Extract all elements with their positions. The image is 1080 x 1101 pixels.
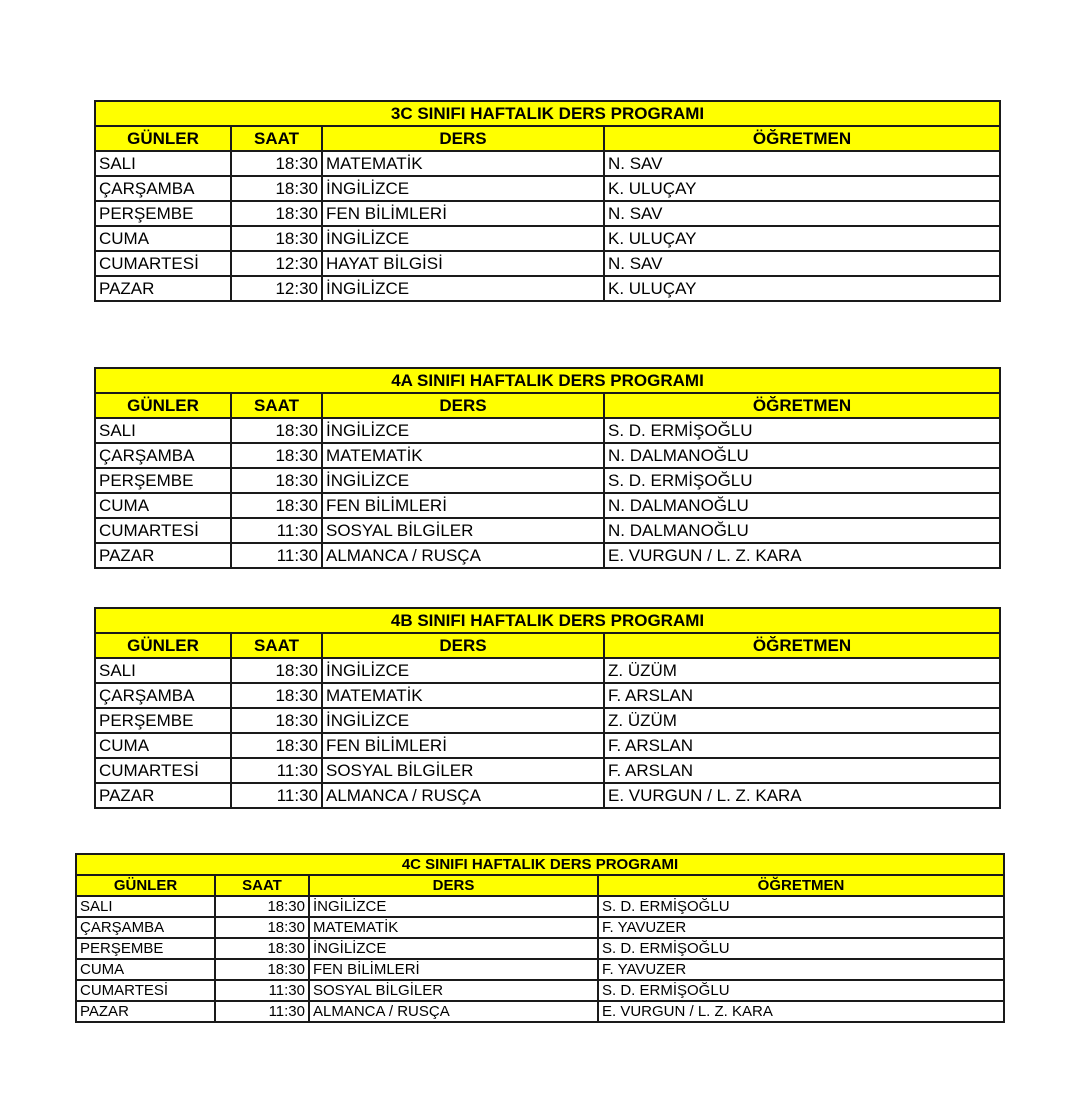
table-row: [95, 201, 1000, 226]
teacher-cell: F. ARSLAN: [604, 733, 1000, 758]
table-title: 4A SINIFI HAFTALIK DERS PROGRAMI: [95, 368, 1000, 393]
table-title: 3C SINIFI HAFTALIK DERS PROGRAMI: [95, 101, 1000, 126]
time-cell: 12:30: [231, 276, 322, 301]
table-title-row: [95, 608, 1000, 633]
day-cell: PERŞEMBE: [95, 708, 231, 733]
schedule-table-4c: [75, 853, 1005, 1023]
time-cell: 12:30: [231, 251, 322, 276]
day-cell: ÇARŞAMBA: [95, 176, 231, 201]
lesson-cell: İNGİLİZCE: [309, 938, 598, 959]
teacher-cell: E. VURGUN / L. Z. KARA: [604, 783, 1000, 808]
header-time: SAAT: [231, 393, 322, 418]
table-row: [76, 917, 1004, 938]
lesson-cell: İNGİLİZCE: [309, 896, 598, 917]
day-cell: CUMARTESİ: [95, 758, 231, 783]
time-cell: 18:30: [231, 733, 322, 758]
time-cell: 18:30: [231, 468, 322, 493]
header-time: SAAT: [215, 875, 309, 896]
day-cell: PAZAR: [95, 783, 231, 808]
table-title-row: [95, 101, 1000, 126]
time-cell: 18:30: [231, 683, 322, 708]
day-cell: CUMA: [76, 959, 215, 980]
lesson-cell: İNGİLİZCE: [322, 176, 604, 201]
teacher-cell: Z. ÜZÜM: [604, 708, 1000, 733]
lesson-cell: FEN BİLİMLERİ: [322, 201, 604, 226]
table-row: [95, 226, 1000, 251]
lesson-cell: SOSYAL BİLGİLER: [322, 518, 604, 543]
table-row: [95, 658, 1000, 683]
time-cell: 18:30: [231, 226, 322, 251]
lesson-cell: HAYAT BİLGİSİ: [322, 251, 604, 276]
header-days: GÜNLER: [95, 393, 231, 418]
time-cell: 18:30: [231, 443, 322, 468]
teacher-cell: N. DALMANOĞLU: [604, 443, 1000, 468]
header-teacher: ÖĞRETMEN: [604, 633, 1000, 658]
teacher-cell: K. ULUÇAY: [604, 276, 1000, 301]
day-cell: CUMARTESİ: [95, 251, 231, 276]
header-teacher: ÖĞRETMEN: [598, 875, 1004, 896]
teacher-cell: S. D. ERMİŞOĞLU: [598, 980, 1004, 1001]
time-cell: 18:30: [215, 959, 309, 980]
table-row: [76, 938, 1004, 959]
table-row: [95, 468, 1000, 493]
lesson-cell: ALMANCA / RUSÇA: [322, 783, 604, 808]
time-cell: 18:30: [215, 938, 309, 959]
day-cell: CUMARTESİ: [76, 980, 215, 1001]
table-row: [76, 896, 1004, 917]
day-cell: SALI: [95, 418, 231, 443]
header-teacher: ÖĞRETMEN: [604, 393, 1000, 418]
teacher-cell: N. SAV: [604, 151, 1000, 176]
lesson-cell: FEN BİLİMLERİ: [309, 959, 598, 980]
lesson-cell: İNGİLİZCE: [322, 468, 604, 493]
teacher-cell: S. D. ERMİŞOĞLU: [598, 896, 1004, 917]
lesson-cell: FEN BİLİMLERİ: [322, 733, 604, 758]
day-cell: PAZAR: [76, 1001, 215, 1022]
table-row: [95, 683, 1000, 708]
teacher-cell: E. VURGUN / L. Z. KARA: [604, 543, 1000, 568]
schedule-table-3c: [94, 100, 1001, 302]
time-cell: 18:30: [215, 917, 309, 938]
table-row: [76, 959, 1004, 980]
time-cell: 18:30: [231, 493, 322, 518]
lesson-cell: SOSYAL BİLGİLER: [309, 980, 598, 1001]
header-time: SAAT: [231, 633, 322, 658]
table-row: [95, 783, 1000, 808]
table-row: [95, 708, 1000, 733]
day-cell: SALI: [95, 658, 231, 683]
teacher-cell: S. D. ERMİŞOĞLU: [598, 938, 1004, 959]
day-cell: PERŞEMBE: [95, 201, 231, 226]
day-cell: PAZAR: [95, 543, 231, 568]
time-cell: 18:30: [231, 201, 322, 226]
table-row: [95, 733, 1000, 758]
teacher-cell: K. ULUÇAY: [604, 176, 1000, 201]
header-days: GÜNLER: [95, 633, 231, 658]
table-title: 4B SINIFI HAFTALIK DERS PROGRAMI: [95, 608, 1000, 633]
lesson-cell: FEN BİLİMLERİ: [322, 493, 604, 518]
day-cell: ÇARŞAMBA: [95, 443, 231, 468]
day-cell: ÇARŞAMBA: [76, 917, 215, 938]
teacher-cell: N. SAV: [604, 201, 1000, 226]
teacher-cell: N. DALMANOĞLU: [604, 493, 1000, 518]
table-header-row: [95, 393, 1000, 418]
table-row: [76, 980, 1004, 1001]
time-cell: 11:30: [215, 980, 309, 1001]
day-cell: CUMA: [95, 733, 231, 758]
day-cell: ÇARŞAMBA: [95, 683, 231, 708]
table-row: [95, 518, 1000, 543]
lesson-cell: SOSYAL BİLGİLER: [322, 758, 604, 783]
table-row: [95, 418, 1000, 443]
lesson-cell: İNGİLİZCE: [322, 418, 604, 443]
schedule-table-4b: [94, 607, 1001, 809]
time-cell: 18:30: [231, 708, 322, 733]
teacher-cell: F. ARSLAN: [604, 683, 1000, 708]
teacher-cell: K. ULUÇAY: [604, 226, 1000, 251]
teacher-cell: N. SAV: [604, 251, 1000, 276]
table-row: [95, 251, 1000, 276]
table-row: [95, 176, 1000, 201]
table-header-row: [95, 633, 1000, 658]
lesson-cell: MATEMATİK: [322, 151, 604, 176]
teacher-cell: F. YAVUZER: [598, 959, 1004, 980]
lesson-cell: MATEMATİK: [322, 443, 604, 468]
header-days: GÜNLER: [76, 875, 215, 896]
teacher-cell: F. ARSLAN: [604, 758, 1000, 783]
lesson-cell: MATEMATİK: [309, 917, 598, 938]
time-cell: 18:30: [231, 176, 322, 201]
lesson-cell: MATEMATİK: [322, 683, 604, 708]
time-cell: 11:30: [231, 758, 322, 783]
day-cell: SALI: [95, 151, 231, 176]
time-cell: 18:30: [231, 151, 322, 176]
day-cell: PAZAR: [95, 276, 231, 301]
time-cell: 11:30: [231, 543, 322, 568]
table-row: [95, 493, 1000, 518]
lesson-cell: İNGİLİZCE: [322, 658, 604, 683]
day-cell: PERŞEMBE: [95, 468, 231, 493]
header-lesson: DERS: [322, 126, 604, 151]
header-teacher: ÖĞRETMEN: [604, 126, 1000, 151]
table-row: [95, 276, 1000, 301]
teacher-cell: S. D. ERMİŞOĞLU: [604, 418, 1000, 443]
schedule-table-4a: [94, 367, 1001, 569]
table-title-row: [95, 368, 1000, 393]
teacher-cell: Z. ÜZÜM: [604, 658, 1000, 683]
header-lesson: DERS: [309, 875, 598, 896]
table-title: 4C SINIFI HAFTALIK DERS PROGRAMI: [76, 854, 1004, 875]
time-cell: 11:30: [215, 1001, 309, 1022]
table-row: [76, 1001, 1004, 1022]
time-cell: 18:30: [231, 658, 322, 683]
table-header-row: [76, 875, 1004, 896]
lesson-cell: İNGİLİZCE: [322, 276, 604, 301]
time-cell: 18:30: [215, 896, 309, 917]
lesson-cell: İNGİLİZCE: [322, 226, 604, 251]
time-cell: 18:30: [231, 418, 322, 443]
day-cell: SALI: [76, 896, 215, 917]
day-cell: PERŞEMBE: [76, 938, 215, 959]
lesson-cell: ALMANCA / RUSÇA: [309, 1001, 598, 1022]
lesson-cell: ALMANCA / RUSÇA: [322, 543, 604, 568]
header-days: GÜNLER: [95, 126, 231, 151]
table-row: [95, 151, 1000, 176]
lesson-cell: İNGİLİZCE: [322, 708, 604, 733]
teacher-cell: E. VURGUN / L. Z. KARA: [598, 1001, 1004, 1022]
teacher-cell: N. DALMANOĞLU: [604, 518, 1000, 543]
header-lesson: DERS: [322, 393, 604, 418]
table-title-row: [76, 854, 1004, 875]
day-cell: CUMA: [95, 493, 231, 518]
teacher-cell: F. YAVUZER: [598, 917, 1004, 938]
header-time: SAAT: [231, 126, 322, 151]
header-lesson: DERS: [322, 633, 604, 658]
day-cell: CUMARTESİ: [95, 518, 231, 543]
table-header-row: [95, 126, 1000, 151]
table-row: [95, 758, 1000, 783]
table-row: [95, 543, 1000, 568]
time-cell: 11:30: [231, 518, 322, 543]
teacher-cell: S. D. ERMİŞOĞLU: [604, 468, 1000, 493]
time-cell: 11:30: [231, 783, 322, 808]
day-cell: CUMA: [95, 226, 231, 251]
table-row: [95, 443, 1000, 468]
